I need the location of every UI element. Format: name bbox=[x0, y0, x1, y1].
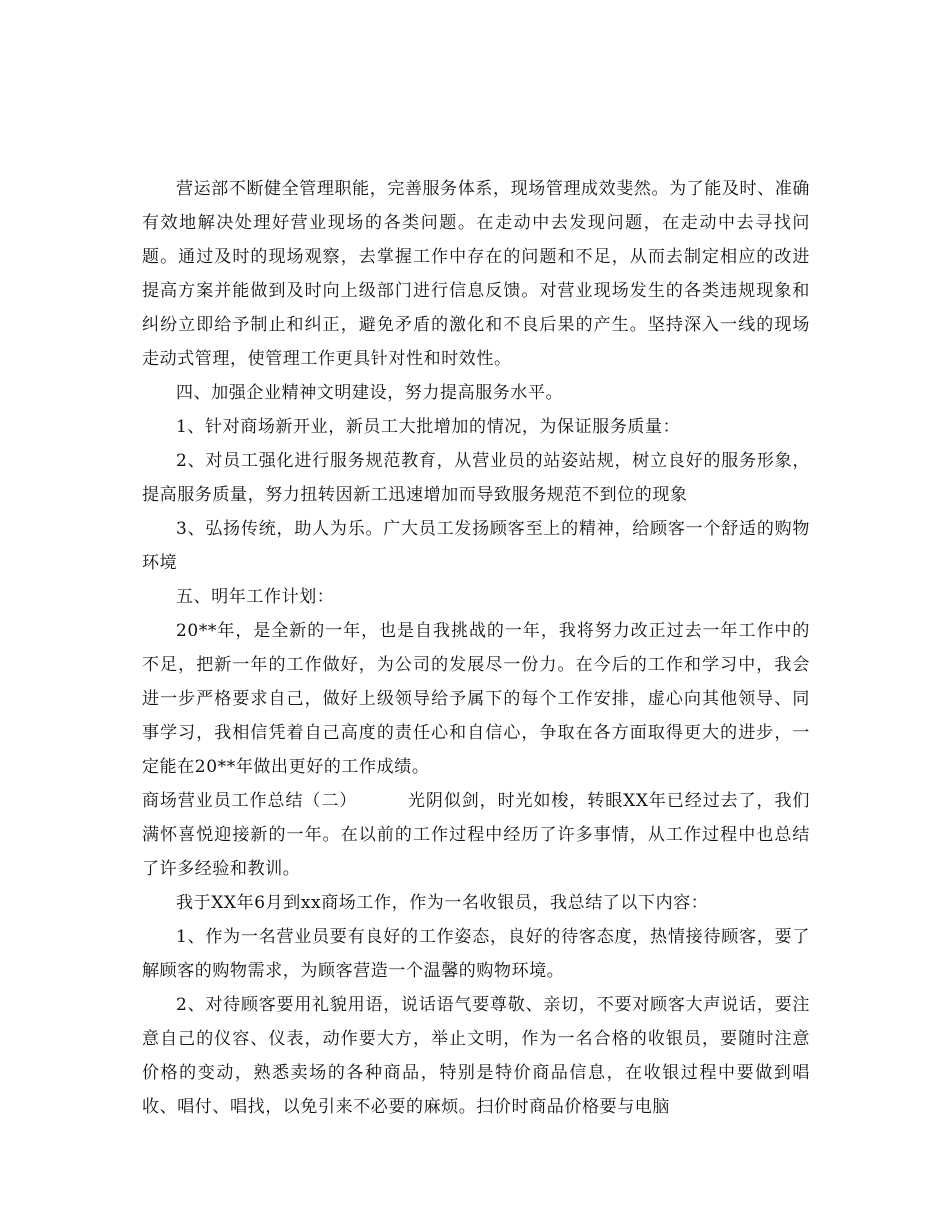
paragraph-next-year-plan: 20**年，是全新的一年，也是自我挑战的一年，我将努力改正过去一年工作中的不足，把新一年的工作做好，为公司的发展尽一份力。在今后的工作和学习中，我会进一步严格要求自己，做好上级领导给予属下的每个工作安排，虚心向其他领导、同事学习，我相信凭着自己高度的责任心和自信心，争取在各方面取得更大的进步，一定能在20**年做出更好的工作成绩。 bbox=[142, 621, 810, 777]
paragraph-summary-two: 商场营业员工作总结（二） 光阴似剑，时光如梭，转眼XX年已经过去了，我们满怀喜悦迎接新的一年。在以前的工作过程中经历了许多事情，从工作过程中也总结了许多经验和教训。 bbox=[142, 791, 810, 879]
paragraph-operations-management: 营运部不断健全管理职能，完善服务体系，现场管理成效斐然。为了能及时、准确有效地解决处理好营业现场的各类问题。在走动中去发现问题，在走动中去寻找问题。通过及时的现场观察，去掌握工作中存在的问题和不足，从而去制定相应的改进提高方案并能做到及时向上级部门进行信息反馈。对营业现场发生的各类违规现象和纠纷立即给予制止和纠正，避免矛盾的激化和不良后果的产生。坚持深入一线的现场走动式管理，使管理工作更具针对性和时效性。 bbox=[142, 179, 810, 369]
list-item-2: 2、对员工强化进行服务规范教育，从营业员的站姿站规，树立良好的服务形象，提高服务质量，努力扭转因新工迅速增加而导致服务规范不到位的现象 bbox=[142, 451, 810, 505]
paragraph-cashier-intro: 我于XX年6月到xx商场工作，作为一名收银员，我总结了以下内容： bbox=[176, 893, 709, 913]
section-heading-five: 五、明年工作计划： bbox=[176, 587, 335, 607]
list-item-cashier-1: 1、作为一名营业员要有良好的工作姿态，良好的待客态度，热情接待顾客，要了解顾客的购物需求，为顾客营造一个温馨的购物环境。 bbox=[142, 927, 810, 981]
section-heading-four: 四、加强企业精神文明建设，努力提高服务水平。 bbox=[176, 383, 564, 403]
list-item-1: 1、针对商场新开业，新员工大批增加的情况，为保证服务质量： bbox=[176, 417, 681, 437]
list-item-cashier-2: 2、对待顾客要用礼貌用语，说话语气要尊敬、亲切，不要对顾客大声说话，要注意自己的仪容、仪表，动作要大方，举止文明，作为一名合格的收银员，要随时注意价格的变动，熟悉卖场的各种商品，特别是特价商品信息，在收银过程中要做到唱收、唱付、唱找，以免引来不必要的麻烦。扫价时商品价格要与电脑 bbox=[142, 995, 810, 1117]
list-item-3: 3、弘扬传统，助人为乐。广大员工发扬顾客至上的精神，给顾客一个舒适的购物环境 bbox=[142, 519, 810, 573]
document-body bbox=[142, 172, 810, 1124]
